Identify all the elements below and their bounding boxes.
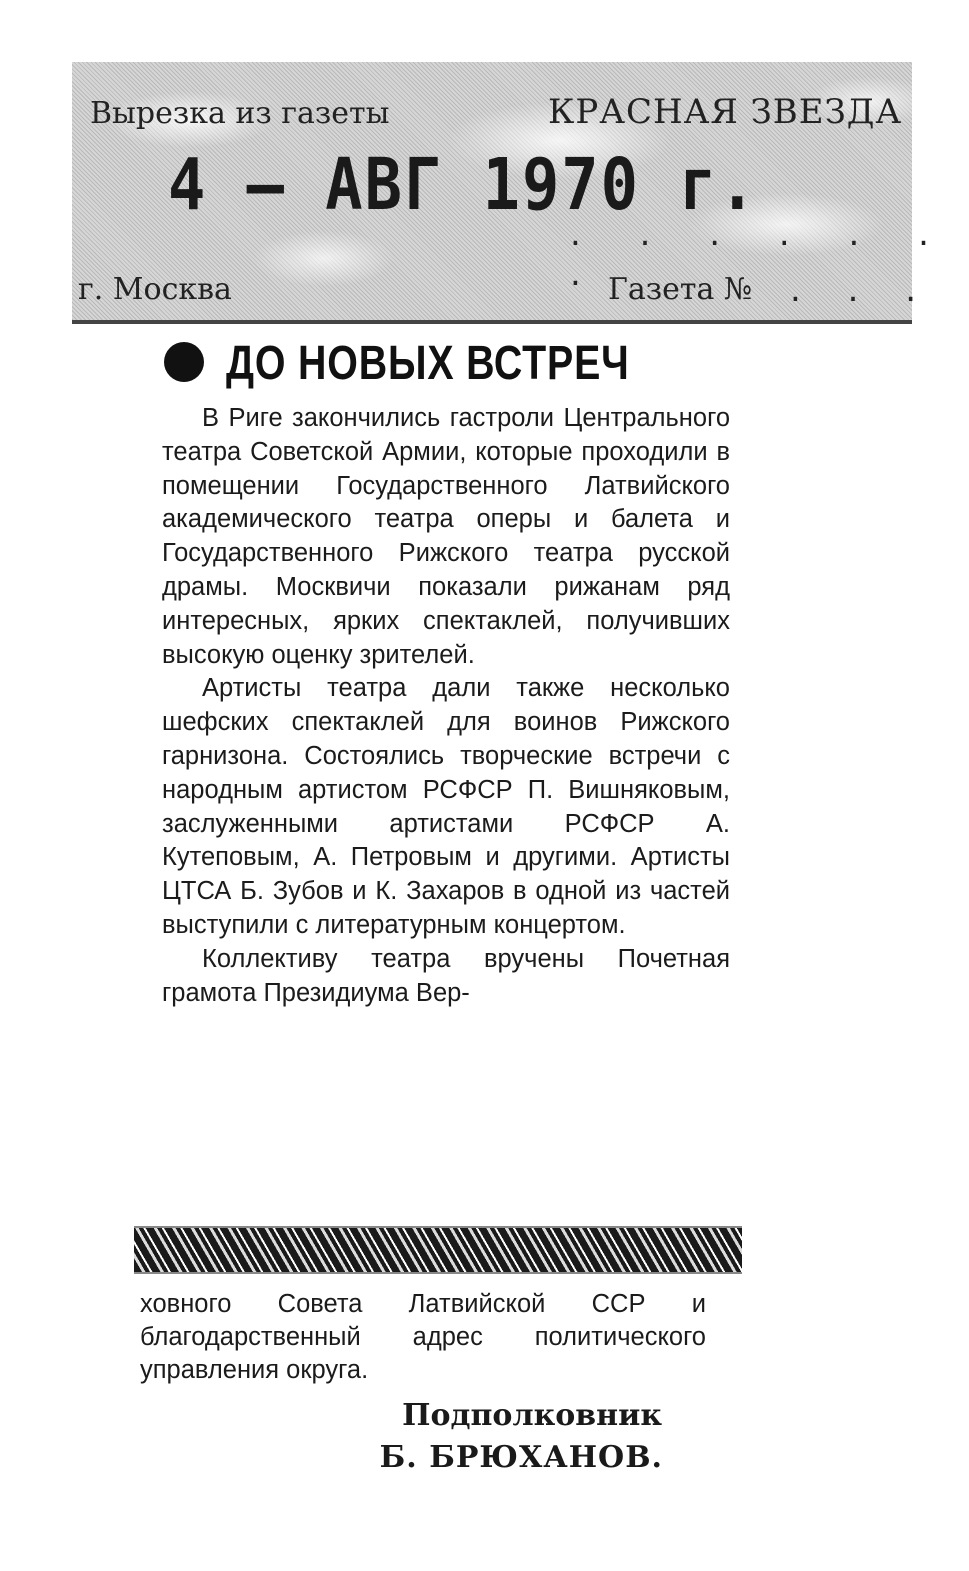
article-paragraph: Артисты театра дали также несколько шефских спектаклей для воинов Рижского гарнизона. Состоялись творческие встречи с народным артистом РСФСР П. Вишняковым, заслуженными артистами РСФСР А. Кутеповым, А. Петровым и другими. Артисты ЦТСА Б. Зубов и К. Захаров в одной из частей выступили с литературным концертом. — [162, 674, 730, 939]
article-paragraph: В Риге закончились гастроли Центрального театра Советской Армии, которые проходили в помещении Государственного Латвийского академического театра оперы и балета и Государственного Рижского театра русской драмы. Москвичи показали рижанам ряд интересных, ярких спектаклей, получивших высокую оценку зрителей. — [162, 404, 730, 669]
date-stamp: 4 — АВГ 1970 г. — [168, 142, 758, 227]
clipping-label: Вырезка из газеты — [90, 96, 390, 131]
signature-name: Б. БРЮХАНОВ. — [379, 1440, 663, 1475]
article-body — [162, 402, 730, 1010]
bullet-icon — [164, 342, 204, 382]
newspaper-name: КРАСНАЯ ЗВЕЗДА — [548, 92, 903, 132]
article-headline: ДО НОВЫХ ВСТРЕЧ — [226, 337, 630, 390]
rope-divider — [134, 1226, 742, 1274]
city-label: г. Москва — [78, 272, 232, 307]
issue-dots: . . . — [790, 270, 935, 310]
article-continuation — [140, 1288, 706, 1387]
continuation-paragraph: ховного Совета Латвийской ССР и благодарственный адрес политического управления округа. — [140, 1290, 706, 1384]
article-paragraph: Коллективу театра вручены Почетная грамота Президиума Вер- — [162, 944, 730, 1007]
issue-label: Газета № — [608, 272, 753, 307]
signature-rank: Подполковник — [402, 1398, 662, 1433]
date-dots: . . . . . . . — [570, 214, 953, 294]
